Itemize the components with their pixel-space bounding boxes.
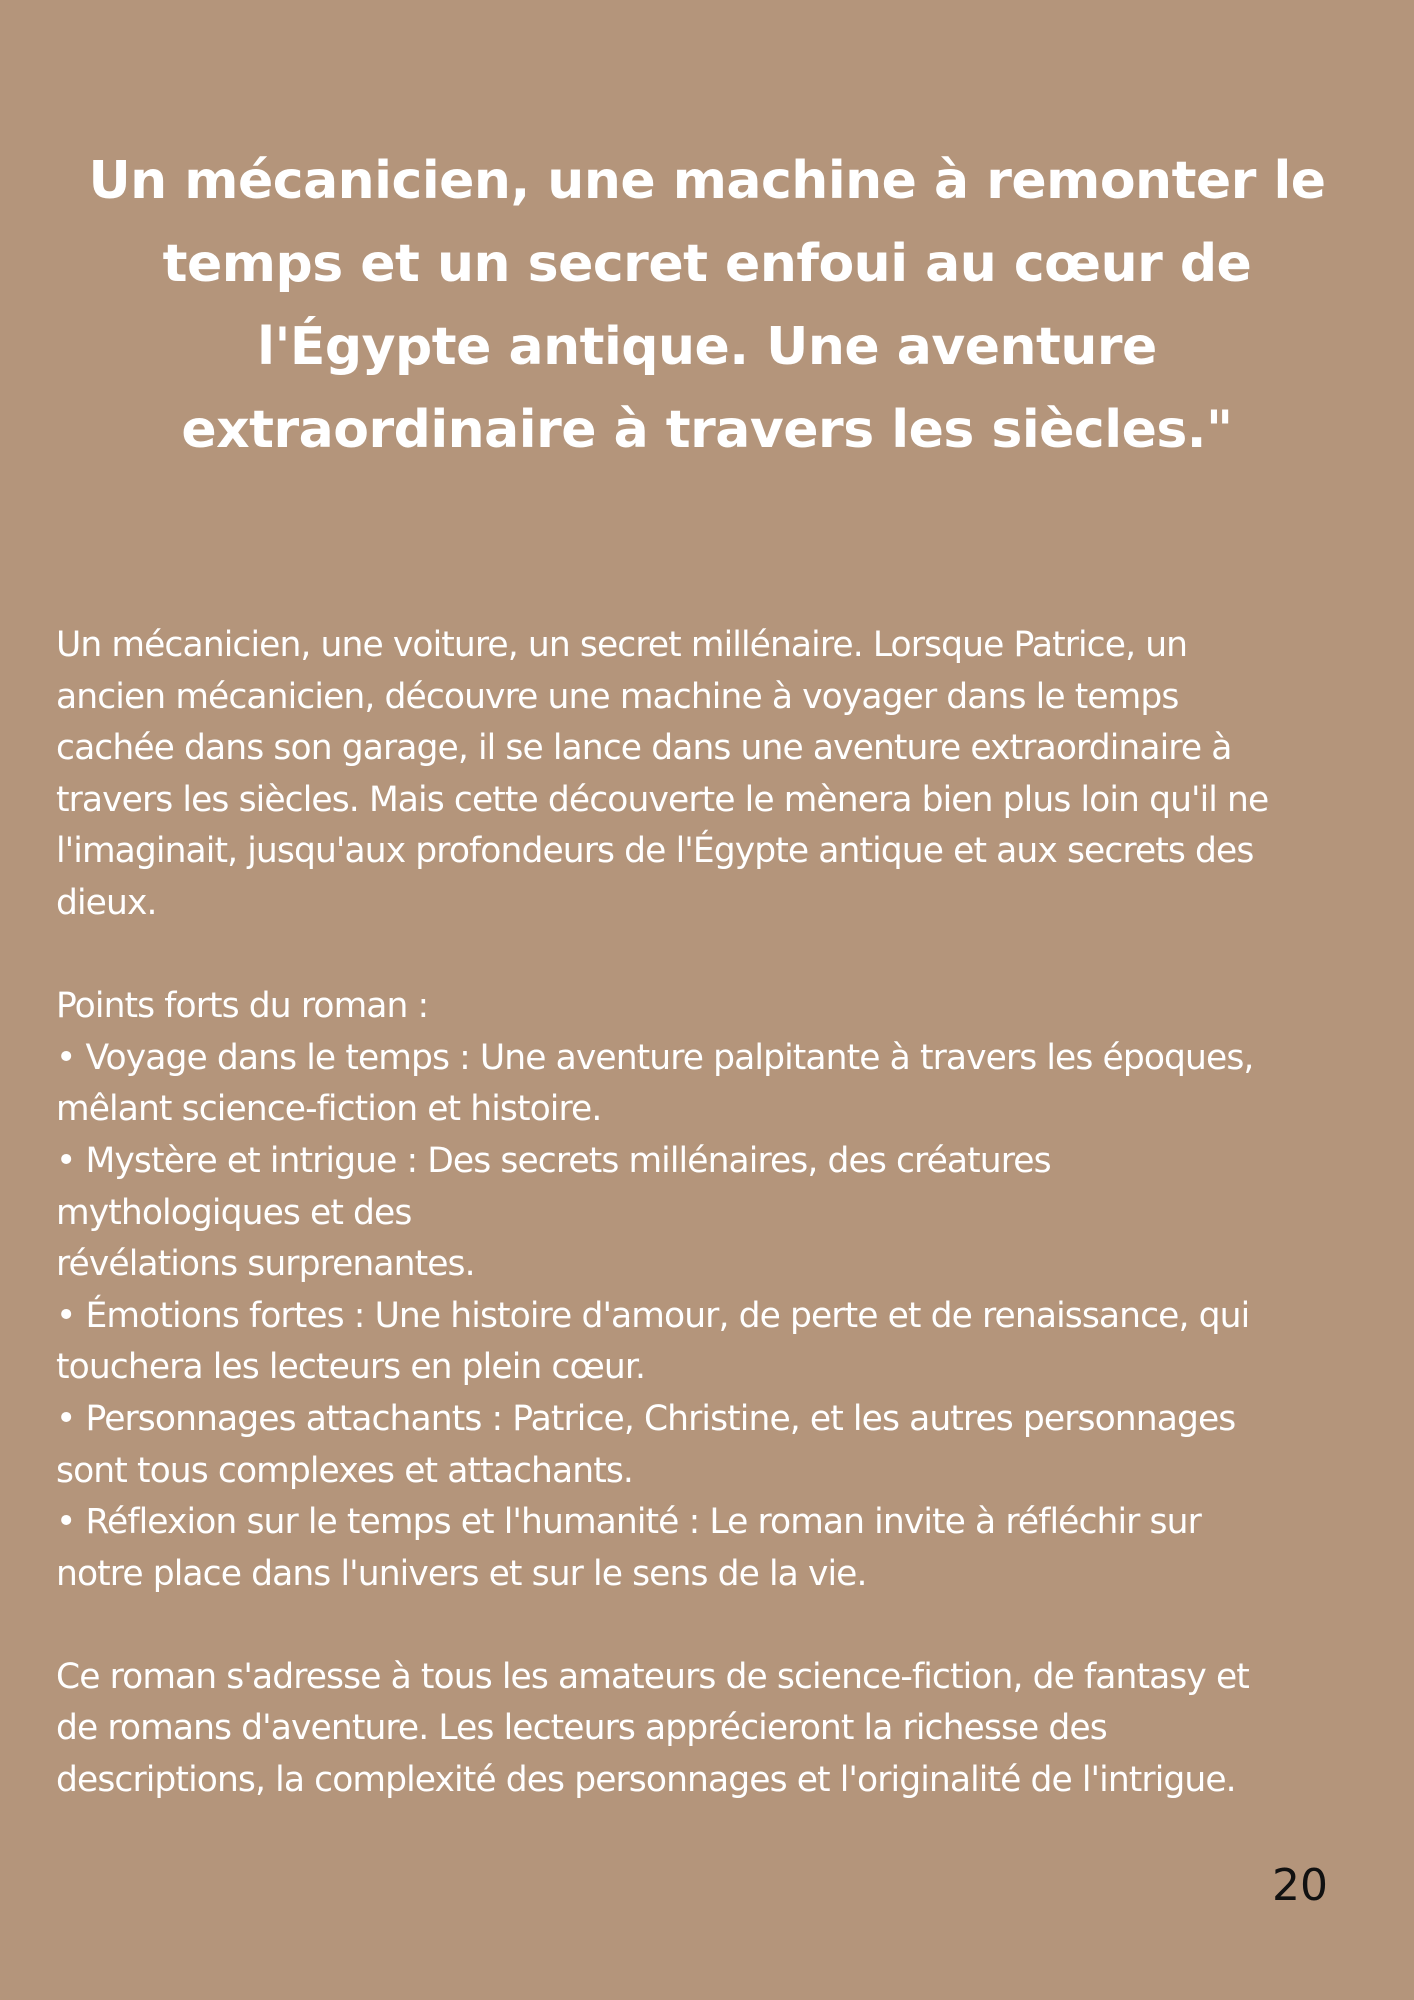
synopsis-line: dieux. (56, 882, 157, 923)
paragraph-gap (56, 1600, 1366, 1652)
paragraph-gap (56, 930, 1366, 982)
page-number: 20 (1272, 1860, 1328, 1911)
highlight-line: • Voyage dans le temps : Une aventure palpitante à travers les époques, (56, 1037, 1254, 1078)
highlight-line: touchera les lecteurs en plein cœur. (56, 1347, 646, 1388)
synopsis-line: Un mécanicien, une voiture, un secret millénaire. Lorsque Patrice, un (56, 625, 1188, 665)
highlight-line: mythologiques et des (56, 1192, 412, 1233)
body-text (56, 620, 1366, 1807)
synopsis-line: l'imaginait, jusqu'aux profondeurs de l'Égypte antique et aux secrets des (56, 831, 1254, 872)
highlights-heading: Points forts du roman : (56, 986, 429, 1027)
highlight-line: mêlant science-fiction et histoire. (56, 1089, 602, 1130)
highlight-line: notre place dans l'univers et sur le sens de la vie. (56, 1553, 867, 1594)
highlight-line: révélations surprenantes. (56, 1244, 475, 1285)
audience-line: de romans d'aventure. Les lecteurs apprécieront la richesse des (56, 1708, 1107, 1749)
headline-line: Un mécanicien, une machine à remonter le (88, 151, 1326, 211)
highlight-line: • Réflexion sur le temps et l'humanité : Le roman invite à réfléchir sur (56, 1502, 1201, 1543)
highlight-line: sont tous complexes et attachants. (56, 1450, 633, 1491)
synopsis-line: cachée dans son garage, il se lance dans une aventure extraordinaire à (56, 728, 1232, 769)
headline-line: extraordinaire à travers les siècles." (181, 400, 1233, 460)
highlights-section (56, 981, 1366, 1600)
audience-line: descriptions, la complexité des personnages et l'originalité de l'intrigue. (56, 1760, 1236, 1801)
page-headline (56, 140, 1358, 472)
headline-line: l'Égypte antique. Une aventure (257, 317, 1157, 377)
audience-paragraph (56, 1652, 1366, 1807)
headline-line: temps et un secret enfoui au cœur de (162, 234, 1252, 294)
audience-line: Ce roman s'adresse à tous les amateurs de science-fiction, de fantasy et (56, 1656, 1249, 1697)
synopsis-line: travers les siècles. Mais cette découverte le mènera bien plus loin qu'il ne (56, 779, 1269, 820)
synopsis-paragraph (56, 620, 1366, 930)
synopsis-line: ancien mécanicien, découvre une machine à voyager dans le temps (56, 676, 1179, 717)
highlight-line: • Mystère et intrigue : Des secrets millénaires, des créatures (56, 1140, 1051, 1181)
highlight-line: • Émotions fortes : Une histoire d'amour, de perte et de renaissance, qui (56, 1295, 1250, 1336)
highlight-line: • Personnages attachants : Patrice, Christine, et les autres personnages (56, 1398, 1236, 1439)
